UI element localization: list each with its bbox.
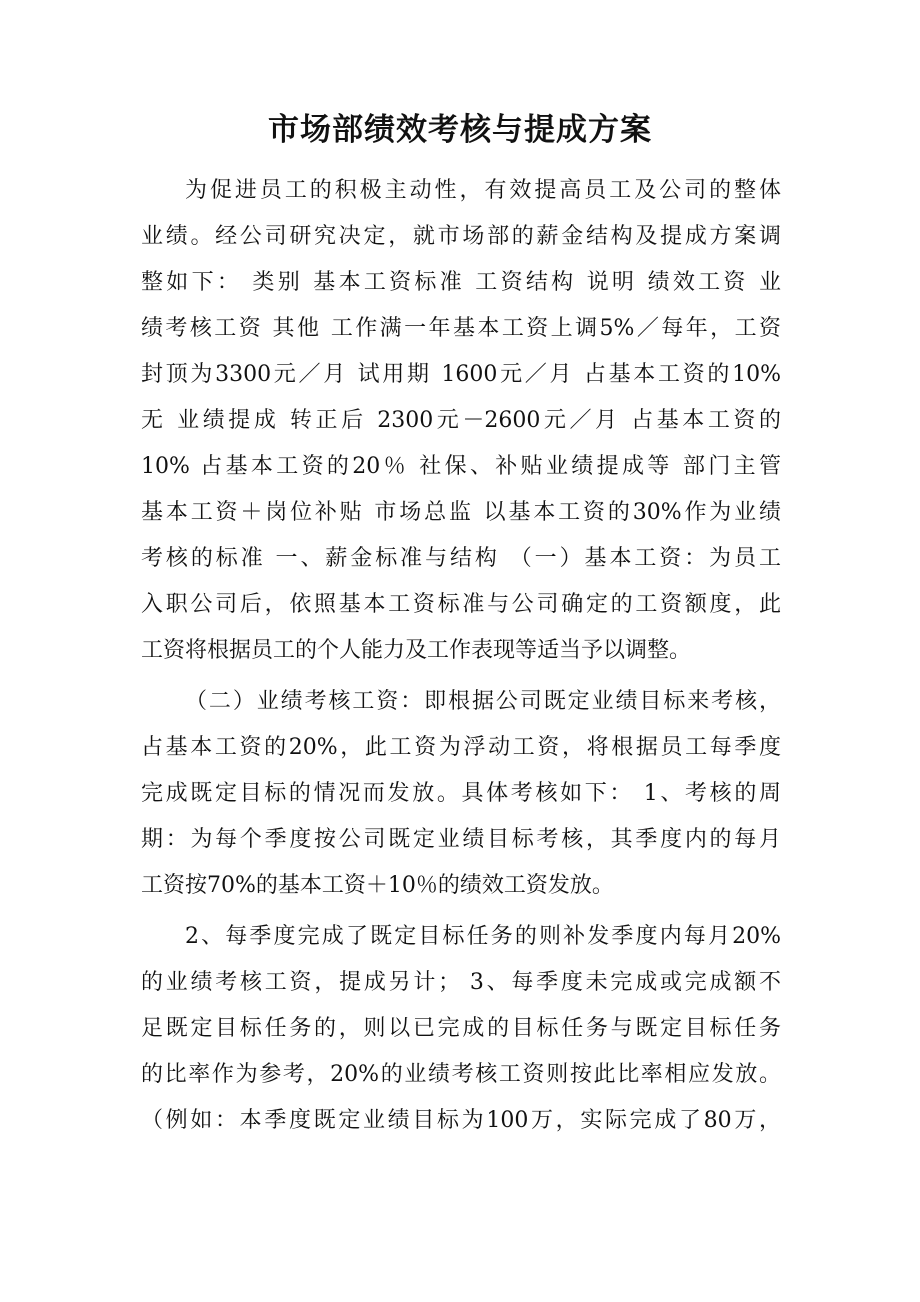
- text-line: 基本工资＋岗位补贴 市场总监 以基本工资的30%作为业绩: [141, 500, 781, 525]
- text-line: 封顶为3300元／月 试用期 1600元／月 占基本工资的10%: [141, 362, 781, 387]
- text-line: 考核的标准 一、薪金标准与结构 （一）基本工资：为员工: [141, 546, 781, 571]
- text-line: 期：为每个季度按公司既定业绩目标考核，其季度内的每月: [141, 827, 781, 852]
- paragraph-1: [141, 168, 781, 674]
- text-line: （例如：本季度既定业绩目标为100万，实际完成了80万，: [141, 1108, 781, 1133]
- paragraph-2: [141, 679, 781, 909]
- text-line: 10% 占基本工资的20％ 社保、补贴业绩提成等 部门主管: [141, 454, 781, 479]
- document-title: 市场部绩效考核与提成方案: [268, 112, 652, 148]
- document-body: [141, 168, 781, 1144]
- text-line: 无 业绩提成 转正后 2300元－2600元／月 占基本工资的: [141, 408, 781, 433]
- text-line: 足既定目标任务的，则以已完成的目标任务与既定目标任务: [141, 1016, 781, 1041]
- paragraph-3: [141, 914, 781, 1144]
- text-line: 完成既定目标的情况而发放。具体考核如下： 1、考核的周: [141, 781, 781, 806]
- text-line: 业绩。经公司研究决定，就市场部的薪金结构及提成方案调: [141, 224, 781, 249]
- text-line: 整如下： 类别 基本工资标准 工资结构 说明 绩效工资 业: [141, 270, 781, 295]
- text-line: 为促进员工的积极主动性，有效提高员工及公司的整体: [185, 178, 781, 203]
- text-line: 的比率作为参考，20%的业绩考核工资则按此比率相应发放。: [141, 1062, 781, 1087]
- text-line: 工资将根据员工的个人能力及工作表现等适当予以调整。: [141, 638, 692, 663]
- text-line: 绩考核工资 其他 工作满一年基本工资上调5%／每年，工资: [141, 316, 781, 341]
- text-line: 工资按70%的基本工资＋10％的绩效工资发放。: [141, 873, 614, 898]
- text-line: 2、每季度完成了既定目标任务的则补发季度内每月20%: [185, 924, 781, 949]
- text-line: 占基本工资的20%，此工资为浮动工资，将根据员工每季度: [141, 735, 781, 760]
- text-line: （二）业绩考核工资：即根据公司既定业绩目标来考核，: [185, 689, 781, 714]
- text-line: 入职公司后，依照基本工资标准与公司确定的工资额度，此: [141, 592, 781, 617]
- text-line: 的业绩考核工资，提成另计； 3、每季度未完成或完成额不: [141, 970, 781, 995]
